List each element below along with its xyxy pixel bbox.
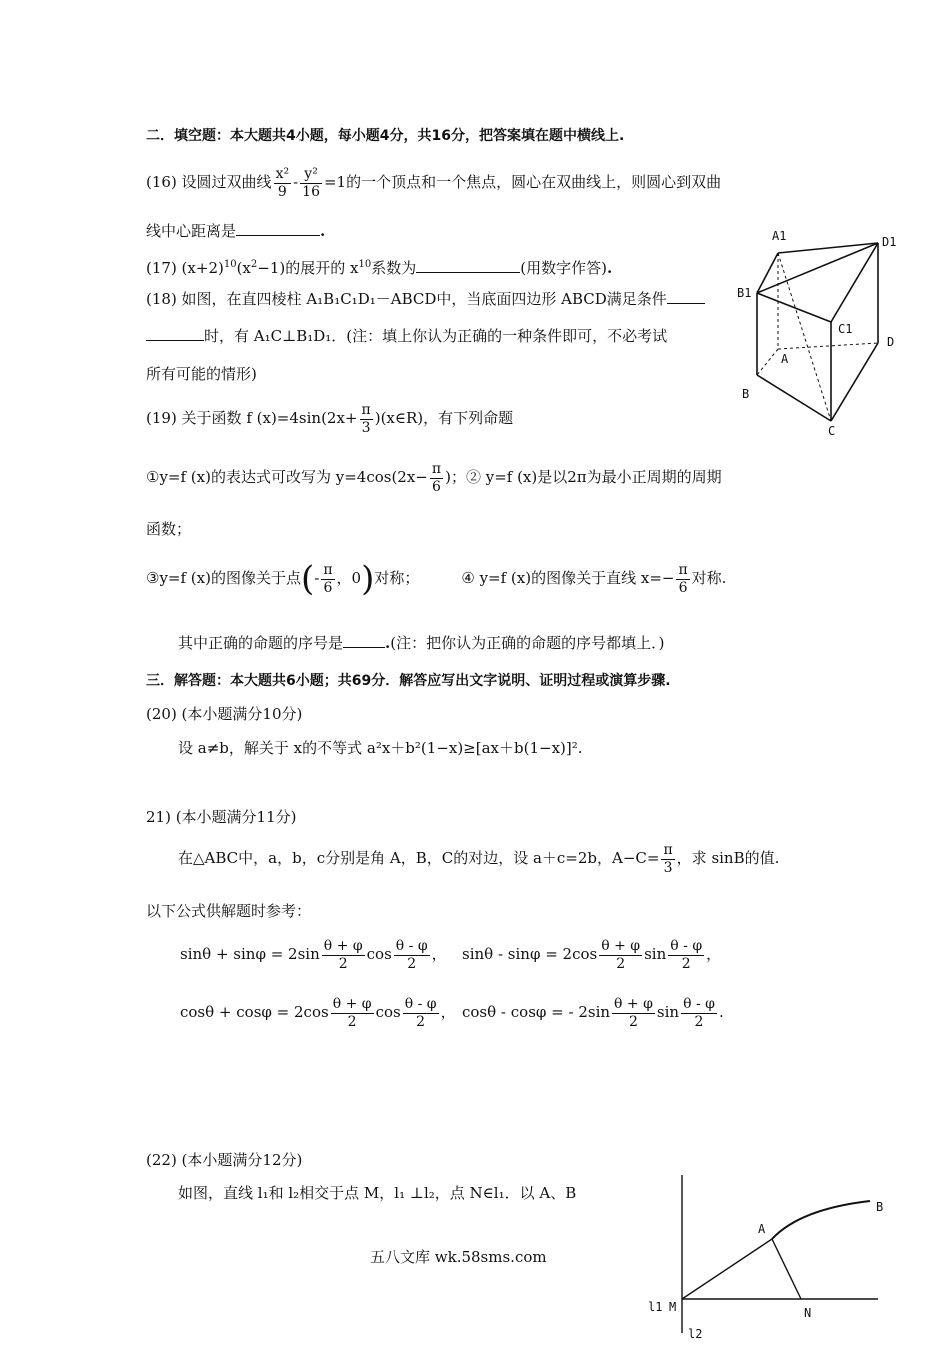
q19-text-a: (19) 关于函数 f (x)=4sin(2x+ <box>146 409 358 427</box>
label-B1: B1 <box>737 286 752 300</box>
q18-text-2: 时，有 A₁C⊥B₁D₁．(注：填上你认为正确的一种条件即可，不必考试 <box>204 327 668 345</box>
q16-text-b: =1的一个顶点和一个焦点，圆心在双曲线上，则圆心到双曲 <box>323 173 722 191</box>
q19-p3-minus: - <box>314 569 320 587</box>
formula-row-1b <box>462 932 721 976</box>
label-D: D <box>887 335 895 349</box>
q17-exp-3: 10 <box>358 259 372 270</box>
q18-answer-blank-a[interactable] <box>667 289 705 304</box>
label-A: A <box>758 1222 766 1236</box>
formula-2-c: ， <box>706 945 722 963</box>
formula-row-2b <box>462 990 724 1034</box>
q19-prop-3-4: ③y=f (x)的图像关于点(- $\frac{\pi}{6}$ ，0)对称； ④ y=f (x)的图像关于直线 x=− $\frac{\pi}{6}$ 对称. <box>146 559 727 599</box>
formula-2-frac-2: $\frac{\theta - \varphi}{2}$ <box>670 937 703 972</box>
q19-ans-note: (注：把你认为正确的命题的序号都填上．) <box>390 634 665 652</box>
question-18-line-3: 所有可能的情形) <box>146 365 257 383</box>
q17-text-a: (17) (x+2) <box>146 259 224 277</box>
label-A1: A1 <box>772 229 787 243</box>
formula-3-b: cos <box>375 1003 401 1021</box>
q19-p1-fraction: $\frac{\pi}{6}$ <box>431 460 442 495</box>
formula-2-b: sin <box>644 945 667 963</box>
q19-prop-2-cont: 函数； <box>146 520 192 538</box>
formula-2-a: sinθ - sinφ = 2cos <box>462 945 598 963</box>
q19-p3-zero: ，0 <box>336 569 362 587</box>
question-17: (17) $(x+2)^{10}(x^2-1)$的展开的 $x^{10}$系数为 (用数字作答). <box>146 259 613 277</box>
q16-fraction-x: $\frac{\text{x²}}{9}$ <box>275 165 290 200</box>
q19-fraction: $\frac{\pi}{3}$ <box>361 401 371 436</box>
q17-text-d: 系数为 <box>371 259 417 277</box>
formula-1-c: ， <box>431 945 447 963</box>
formula-4-frac-1: $\frac{\theta + \varphi}{2}$ <box>614 995 653 1030</box>
q19-p4-text-b: 对称. <box>691 569 727 587</box>
q19-p3-text-b: 对称； <box>374 569 420 587</box>
formula-2-frac-1: $\frac{\theta + \varphi}{2}$ <box>601 937 641 972</box>
label-l2: l2 <box>688 1327 703 1341</box>
q21-text-b: ，求 sinB的值. <box>676 849 780 867</box>
q19-ans-text: 其中正确的命题的序号是 <box>178 634 344 652</box>
q17-text-b: (x <box>236 259 251 277</box>
formula-row-1 <box>180 932 447 976</box>
q16-answer-blank[interactable] <box>236 221 320 236</box>
q16-minus: - <box>293 173 299 191</box>
label-N: N <box>804 1306 812 1320</box>
q19-p1-text-a: ①y=f (x)的表达式可改写为 y=4cos(2x− <box>146 468 428 486</box>
q17-exp-1: 10 <box>223 259 237 270</box>
q19-p1-text-b: )；② y=f (x)是以2π为最小正周期的周期 <box>445 468 722 486</box>
q19-p4-fraction: $\frac{\pi}{6}$ <box>678 561 688 596</box>
q19-p3-fraction: $\frac{\pi}{6}$ <box>323 561 333 596</box>
label-l1: l1 <box>648 1300 663 1314</box>
question-18-line-2 <box>146 325 667 347</box>
q20-title: (20) (本小题满分10分) <box>146 705 303 723</box>
formula-3-frac-1: $\frac{\theta + \varphi}{2}$ <box>332 995 372 1030</box>
section-3-header: 三．解答题：本大题共6小题；共69分．解答应写出文字说明、证明过程或演算步骤. <box>146 673 671 689</box>
formula-4-frac-2: $\frac{\theta - \varphi}{2}$ <box>683 995 715 1030</box>
lines-figure <box>640 1175 900 1346</box>
q21-reference-label: 以下公式供解题时参考： <box>146 902 312 920</box>
q18-text-1: (18) 如图，在直四棱柱 A₁B₁C₁D₁－ABCD中，当底面四边形 ABCD满足条件 <box>146 290 667 308</box>
q17-text-e: (用数字作答) <box>520 259 607 277</box>
q18-answer-blank-b[interactable] <box>146 326 204 341</box>
q19-answer-blank[interactable] <box>343 633 385 648</box>
formula-3-frac-2: $\frac{\theta - \varphi}{2}$ <box>404 995 437 1030</box>
q19-prop-1-2 <box>146 455 722 499</box>
formula-3-c: ， <box>440 1003 456 1021</box>
formula-1-b: cos <box>366 945 392 963</box>
label-M: M <box>669 1300 677 1314</box>
question-18-line-1 <box>146 288 705 310</box>
label-C: C <box>828 424 836 438</box>
section-2-header: 二．填空题：本大题共4小题，每小题4分，共16分，把答案填在题中横线上. <box>146 128 625 144</box>
formula-3-a: cosθ + cosφ = 2cos <box>180 1003 329 1021</box>
formula-1-frac-2: $\frac{\theta - \varphi}{2}$ <box>395 937 428 972</box>
formula-4-c: . <box>718 1003 724 1021</box>
footer-watermark: 五八文库 wk.58sms.com <box>370 1248 547 1266</box>
q22-title: (22) (本小题满分12分) <box>146 1151 303 1169</box>
q21-fraction: $\frac{\pi}{3}$ <box>663 841 673 876</box>
q16-fraction-y: $\frac{\text{y²}}{16}$ <box>302 165 320 200</box>
q22-body: 如图，直线 l₁和 l₂相交于点 M，l₁ ⊥l₂，点 N∈l₁．以 A、B <box>178 1184 577 1202</box>
q16-line-2: 线中心距离是 . <box>146 222 326 240</box>
formula-4-b: sin <box>656 1003 680 1021</box>
q17-answer-blank[interactable] <box>416 258 520 273</box>
q17-text-c: −1)的展开的 x <box>257 259 359 277</box>
question-16 <box>146 160 721 204</box>
q17-exp-2: 2 <box>250 259 258 270</box>
label-A: A <box>781 352 789 366</box>
q19-p3-text-a: ③y=f (x)的图像关于点 <box>146 569 301 587</box>
q16-line2-text: 线中心距离是 <box>146 222 237 240</box>
q21-text-a: 在△ABC中，a，b，c分别是角 A，B，C的对边，设 a＋c=2b，A−C= <box>178 849 660 867</box>
prism-figure <box>730 225 910 445</box>
q16-text-a: (16) 设圆过双曲线 <box>146 173 272 191</box>
label-B: B <box>742 387 750 401</box>
q19-text-b: )(x∈R)，有下列命题 <box>374 409 514 427</box>
label-D1: D1 <box>882 235 897 249</box>
q20-body: 设 a≠b，解关于 x的不等式 a²x＋b²(1−x)≥[ax＋b(1−x)]². <box>178 739 583 757</box>
question-19 <box>146 396 513 440</box>
q19-p4-text-a: ④ y=f (x)的图像关于直线 x=− <box>461 569 675 587</box>
q21-title: 21) (本小题满分11分) <box>146 808 297 826</box>
q19-answer-line: 其中正确的命题的序号是 .(注：把你认为正确的命题的序号都填上．) <box>178 634 665 652</box>
formula-4-a: cosθ - cosφ = - 2sin <box>462 1003 611 1021</box>
formula-row-2 <box>180 990 456 1034</box>
formula-1-a: sinθ + sinφ = 2sin <box>180 945 320 963</box>
label-B: B <box>876 1200 884 1214</box>
label-C1: C1 <box>838 322 853 336</box>
q21-body <box>178 836 779 880</box>
formula-1-frac-1: $\frac{\theta + \varphi}{2}$ <box>323 937 363 972</box>
